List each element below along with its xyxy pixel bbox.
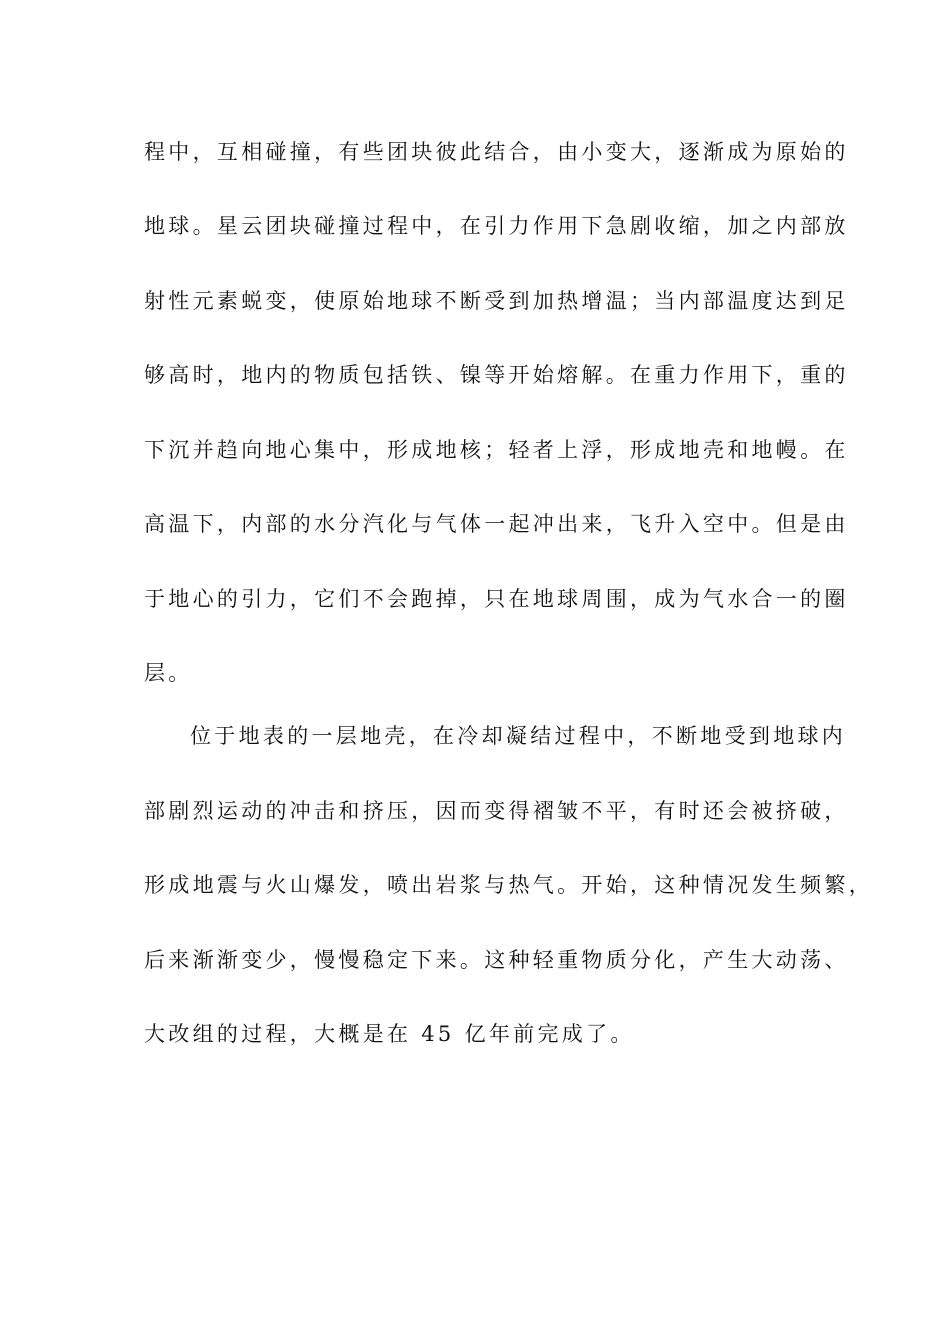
text-line: 地球。星云团块碰撞过程中，在引力作用下急剧收缩，加之内部放 bbox=[144, 214, 849, 238]
text-line: 位于地表的一层地壳，在冷却凝结过程中，不断地受到地球内 bbox=[190, 724, 847, 748]
text-line: 程中，互相碰撞，有些团块彼此结合，由小变大，逐渐成为原始的 bbox=[144, 140, 849, 164]
text-line: 后来渐渐变少，慢慢稳定下来。这种轻重物质分化，产生大动荡、 bbox=[144, 948, 849, 972]
text-line: 于地心的引力，它们不会跑掉，只在地球周围，成为气水合一的圈 bbox=[144, 587, 849, 611]
text-line: 下沉并趋向地心集中，形成地核；轻者上浮，形成地壳和地幔。在 bbox=[144, 438, 849, 462]
text-line: 射性元素蜕变，使原始地球不断受到加热增温；当内部温度达到足 bbox=[144, 289, 849, 313]
text-line: 高温下，内部的水分汽化与气体一起冲出来，飞升入空中。但是由 bbox=[144, 512, 849, 536]
text-line: 层。 bbox=[144, 661, 193, 685]
text-line: 大改组的过程，大概是在 45 亿年前完成了。 bbox=[144, 1022, 635, 1046]
text-line: 够高时，地内的物质包括铁、镍等开始熔解。在重力作用下，重的 bbox=[144, 363, 849, 387]
text-line: 形成地震与火山爆发，喷出岩浆与热气。开始，这种情况发生频繁， bbox=[144, 873, 873, 897]
text-line: 部剧烈运动的冲击和挤压，因而变得褶皱不平，有时还会被挤破， bbox=[144, 799, 849, 823]
